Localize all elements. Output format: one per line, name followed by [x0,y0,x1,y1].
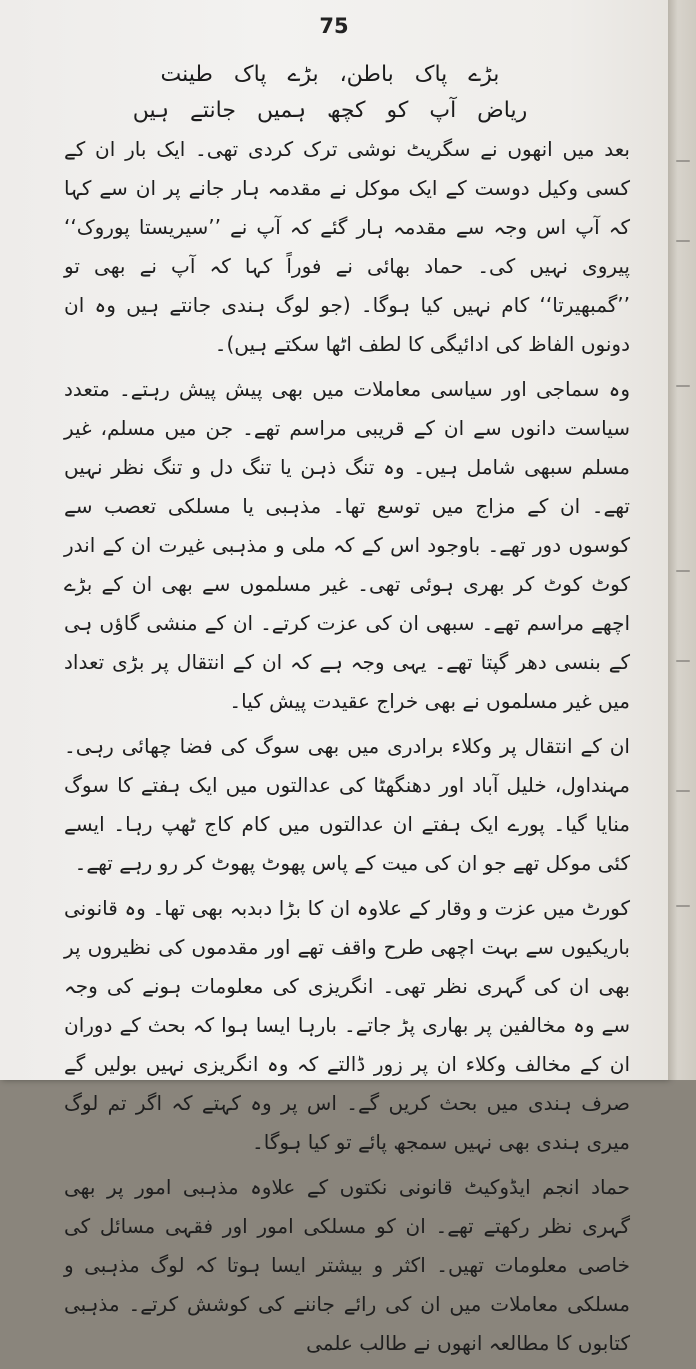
body-text [64,130,630,1369]
margin-mark [676,160,690,162]
verse-line-1: بڑے پاک باطن، بڑے پاک طینت [160,62,500,87]
paragraph: وہ سماجی اور سیاسی معاملات میں بھی پیش پیش رہتے۔ متعدد سیاست دانوں سے ان کے قریبی مراسم تھے۔ جن میں مسلم، غیر مسلم سبھی شامل ہیں۔ وہ تنگ ذہن یا تنگ دل و تنگ نظر نہیں تھے۔ ان کے مزاج میں توسع تھا۔ مذہبی یا مسلکی تعصب سے کوسوں دور تھے۔ باوجود اس کے کہ ملی و مذہبی غیرت ان کے اندر کوٹ کوٹ کر بھری ہوئی تھی۔ غیر مسلموں سے بھی ان کے بڑے اچھے مراسم تھے۔ سبھی ان کی عزت کرتے۔ ان کے منشی گاؤں ہی کے بنسی دھر گپتا تھے۔ یہی وجہ ہے کہ ان کے انتقال پر بڑی تعداد میں غیر مسلموں نے بھی خراج عقیدت پیش کیا۔ [64,377,630,713]
margin-mark [676,240,690,242]
paragraph: بعد میں انھوں نے سگریٹ نوشی ترک کردی تھی۔ ایک بار ان کے کسی وکیل دوست کے ایک موکل نے مقدمہ ہار جانے پر ان سے کہا کہ آپ اس وجہ سے مقدمہ ہار گئے کہ آپ نے ’’سیریستا پوروک‘‘ پیروی نہیں کی۔ حماد بھائی نے فوراً کہا کہ آپ نے بھی تو ’’گمبھیرتا‘‘ کام نہیں کیا ہوگا۔ (جو لوگ ہندی جانتے ہیں وہ ان دونوں الفاظ کی ادائیگی کا لطف اٹھا سکتے ہیں)۔ [64,137,630,356]
margin-mark [676,905,690,907]
next-page-edge [668,0,696,1080]
paragraph: حماد انجم ایڈوکیٹ قانونی نکتوں کے علاوہ مذہبی امور پر بھی گہری نظر رکھتے تھے۔ ان کو مسلکی امور اور فقہی مسائل کی خاصی معلومات تھیں۔ اکثر و بیشتر ایسا ہوتا کہ لوگ مذہبی و مسلکی معاملات میں ان کی رائے جاننے کی کوشش کرتے۔ مذہبی کتابوں کا مطالعہ انھوں نے طالب علمی [64,1175,630,1355]
margin-mark [676,570,690,572]
paragraph: ان کے انتقال پر وکلاء برادری میں بھی سوگ کی فضا چھائی رہی۔ مہنداول، خلیل آباد اور دھنگھٹا کی عدالتوں میں ایک ہفتے کا سوگ منایا گیا۔ پورے ایک ہفتے ان عدالتوں میں کام کاج ٹھپ رہا۔ ایسے کئی موکل تھے جو ان کی میت کے پاس پھوٹ پھوٹ کر رو رہے تھے۔ [64,734,630,875]
margin-mark [676,790,690,792]
margin-mark [676,660,690,662]
paragraph: کورٹ میں عزت و وقار کے علاوہ ان کا بڑا دبدبہ بھی تھا۔ وہ قانونی باریکیوں سے بہت اچھی طرح واقف تھے اور مقدموں کی نظیروں پر بھی ان کی گہری نظر تھی۔ انگریزی کی معلومات ہونے کی وجہ سے وہ مخالفین پر بھاری پڑ جاتے۔ بارہا ایسا ہوا کہ بحث کے دوران ان کے مخالف وکلاء ان پر زور ڈالتے کہ وہ انگریزی نہیں بولیں گے صرف ہندی میں بحث کریں گے۔ اس پر وہ کہتے کہ اگر تم لوگ میری ہندی بھی نہیں سمجھ پائے تو کیا ہوگا۔ [64,896,630,1154]
verse-line-2: ریاض آپ کو کچھ ہمیں جانتے ہیں [132,98,528,123]
page-number: 75 [319,14,349,38]
margin-mark [676,385,690,387]
